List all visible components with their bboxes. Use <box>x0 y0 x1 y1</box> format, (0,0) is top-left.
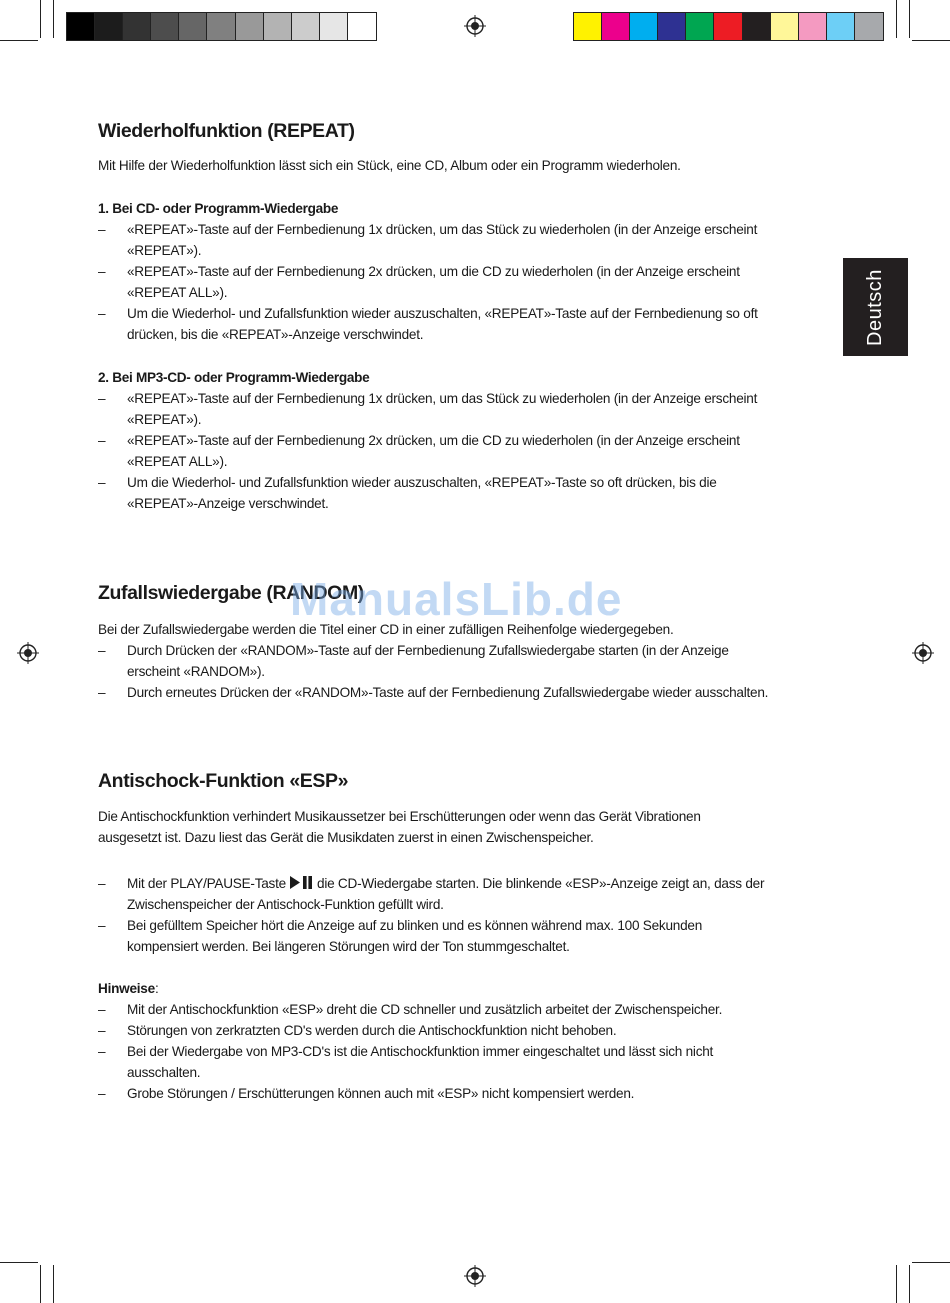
list-dash: – <box>98 1023 106 1038</box>
color-swatch <box>855 13 883 40</box>
repeat-intro: Mit Hilfe der Wiederholfunktion lässt sich ein Stück, eine CD, Album oder ein Programm wiederholen. <box>98 158 681 173</box>
list-item-text: Bei der Wiedergabe von MP3-CD's ist die Antischockfunktion immer eingeschaltet und lässt sich nicht ausschalten. <box>127 1044 714 1080</box>
color-swatch <box>743 13 771 40</box>
crop-mark <box>909 1265 910 1303</box>
repeat-section2-heading: 2. Bei MP3-CD- oder Programm-Wiedergabe <box>98 370 370 385</box>
list-item-text: «REPEAT»-Taste auf der Fernbedienung 1x drücken, um das Stück zu wiederholen (in der Anzeige erscheint «REPEAT»). <box>127 222 758 258</box>
color-swatch <box>123 13 151 40</box>
crop-mark <box>909 0 910 38</box>
list-item-text: Durch erneutes Drücken der «RANDOM»-Taste auf der Fernbedienung Zufallswiedergabe wieder ausschalten. <box>127 685 769 700</box>
crop-mark <box>40 1265 41 1303</box>
color-swatch <box>714 13 742 40</box>
language-tab <box>843 258 908 356</box>
crop-mark <box>0 40 38 41</box>
list-item-text: Grobe Störungen / Erschütterungen können auch mit «ESP» nicht kompensiert werden. <box>127 1086 635 1101</box>
list-dash: – <box>98 475 106 490</box>
registration-mark-icon <box>464 1265 486 1287</box>
random-intro: Bei der Zufallswiedergabe werden die Titel einer CD in einer zufälligen Reihenfolge wiedergegeben. <box>98 622 674 637</box>
list-dash: – <box>98 222 106 237</box>
list-item-text: «REPEAT»-Taste auf der Fernbedienung 2x drücken, um die CD zu wiederholen (in der Anzeige erscheint «REPEAT ALL»). <box>127 433 740 469</box>
list-item-text: Zwischenspeicher der Antischock-Funktion gefüllt wird. <box>127 897 444 912</box>
notes-heading: Hinweise: <box>98 981 159 996</box>
list-dash: – <box>98 918 106 933</box>
crop-mark <box>896 0 897 38</box>
color-swatch <box>95 13 123 40</box>
list-dash: – <box>98 685 106 700</box>
repeat-heading: Wiederholfunktion (REPEAT) <box>98 120 355 142</box>
list-item-text: «REPEAT»-Taste auf der Fernbedienung 2x drücken, um die CD zu wiederholen (in der Anzeige erscheint «REPEAT ALL»). <box>127 264 740 300</box>
list-dash: – <box>98 1002 106 1017</box>
color-swatch <box>179 13 207 40</box>
list-dash: – <box>98 306 106 321</box>
color-swatch <box>292 13 320 40</box>
list-dash: – <box>98 433 106 448</box>
esp-intro-line-2: ausgesetzt ist. Dazu liest das Gerät die Musikdaten zuerst in einen Zwischenspeicher. <box>98 830 594 845</box>
list-dash: – <box>98 1086 106 1101</box>
color-swatch <box>67 13 95 40</box>
list-item-text: «REPEAT»-Taste auf der Fernbedienung 1x drücken, um das Stück zu wiederholen (in der Anzeige erscheint «REPEAT»). <box>127 391 758 427</box>
registration-mark-icon <box>17 642 39 664</box>
color-swatch <box>264 13 292 40</box>
crop-mark <box>912 40 950 41</box>
crop-mark <box>896 1265 897 1303</box>
list-dash: – <box>98 643 106 658</box>
registration-mark-icon <box>464 15 486 37</box>
list-item-text: die CD-Wiedergabe starten. Die blinkende «ESP»-Anzeige zeigt an, dass der <box>317 876 765 891</box>
list-item-text: Durch Drücken der «RANDOM»-Taste auf der Fernbedienung Zufallswiedergabe starten (in der Anzeige erscheint «RANDOM»). <box>127 643 729 679</box>
registration-mark-icon <box>912 642 934 664</box>
list-item-text: Mit der PLAY/PAUSE-Taste <box>127 876 286 891</box>
crop-mark <box>912 1262 950 1263</box>
color-swatch <box>771 13 799 40</box>
list-dash: – <box>98 391 106 406</box>
color-swatch <box>827 13 855 40</box>
esp-intro-line-1: Die Antischockfunktion verhindert Musikaussetzer bei Erschütterungen oder wenn das Gerät Vibrationen <box>98 809 701 824</box>
list-dash: – <box>98 264 106 279</box>
list-item-text: Um die Wiederhol- und Zufallsfunktion wieder auszuschalten, «REPEAT»-Taste so oft drücken, bis die «REPEAT»-Anzeige verschwindet. <box>127 475 717 511</box>
list-item-text-wrap <box>127 873 827 915</box>
grayscale-bar <box>66 12 377 41</box>
color-swatch <box>151 13 179 40</box>
color-swatch <box>574 13 602 40</box>
color-swatch <box>236 13 264 40</box>
random-heading: Zufallswiedergabe (RANDOM) <box>98 582 364 604</box>
crop-mark <box>53 1265 54 1303</box>
color-swatch <box>348 13 376 40</box>
watermark: ManualsLib.de <box>290 573 623 625</box>
list-dash: – <box>98 1044 106 1059</box>
crop-mark <box>53 0 54 38</box>
color-bar <box>573 12 884 41</box>
language-tab-label: Deutsch <box>864 268 886 346</box>
color-swatch <box>686 13 714 40</box>
repeat-section1-heading: 1. Bei CD- oder Programm-Wiedergabe <box>98 201 339 216</box>
color-swatch <box>658 13 686 40</box>
list-dash: – <box>98 876 106 891</box>
crop-mark <box>0 1262 38 1263</box>
esp-heading: Antischock-Funktion «ESP» <box>98 770 349 792</box>
list-item-text: Um die Wiederhol- und Zufallsfunktion wieder auszuschalten, «REPEAT»-Taste auf der Fernbedienung so oft drücken, bis die «REPEAT»-Anzeige verschwindet. <box>127 306 758 342</box>
color-swatch <box>320 13 348 40</box>
color-swatch <box>630 13 658 40</box>
notes-label: Hinweise <box>98 981 155 996</box>
color-swatch <box>602 13 630 40</box>
color-swatch <box>207 13 235 40</box>
color-swatch <box>799 13 827 40</box>
play-pause-icon <box>289 876 313 889</box>
crop-mark <box>40 0 41 38</box>
list-item-text: Mit der Antischockfunktion «ESP» dreht die CD schneller und zusätzlich arbeitet der Zwischenspeicher. <box>127 1002 723 1017</box>
list-item-text: Bei gefülltem Speicher hört die Anzeige auf zu blinken und es können während max. 100 Sekunden kompensiert werden. Bei längeren Störungen wird der Ton stummgeschaltet. <box>127 918 703 954</box>
list-item-text: Störungen von zerkratzten CD's werden durch die Antischockfunktion nicht behoben. <box>127 1023 617 1038</box>
